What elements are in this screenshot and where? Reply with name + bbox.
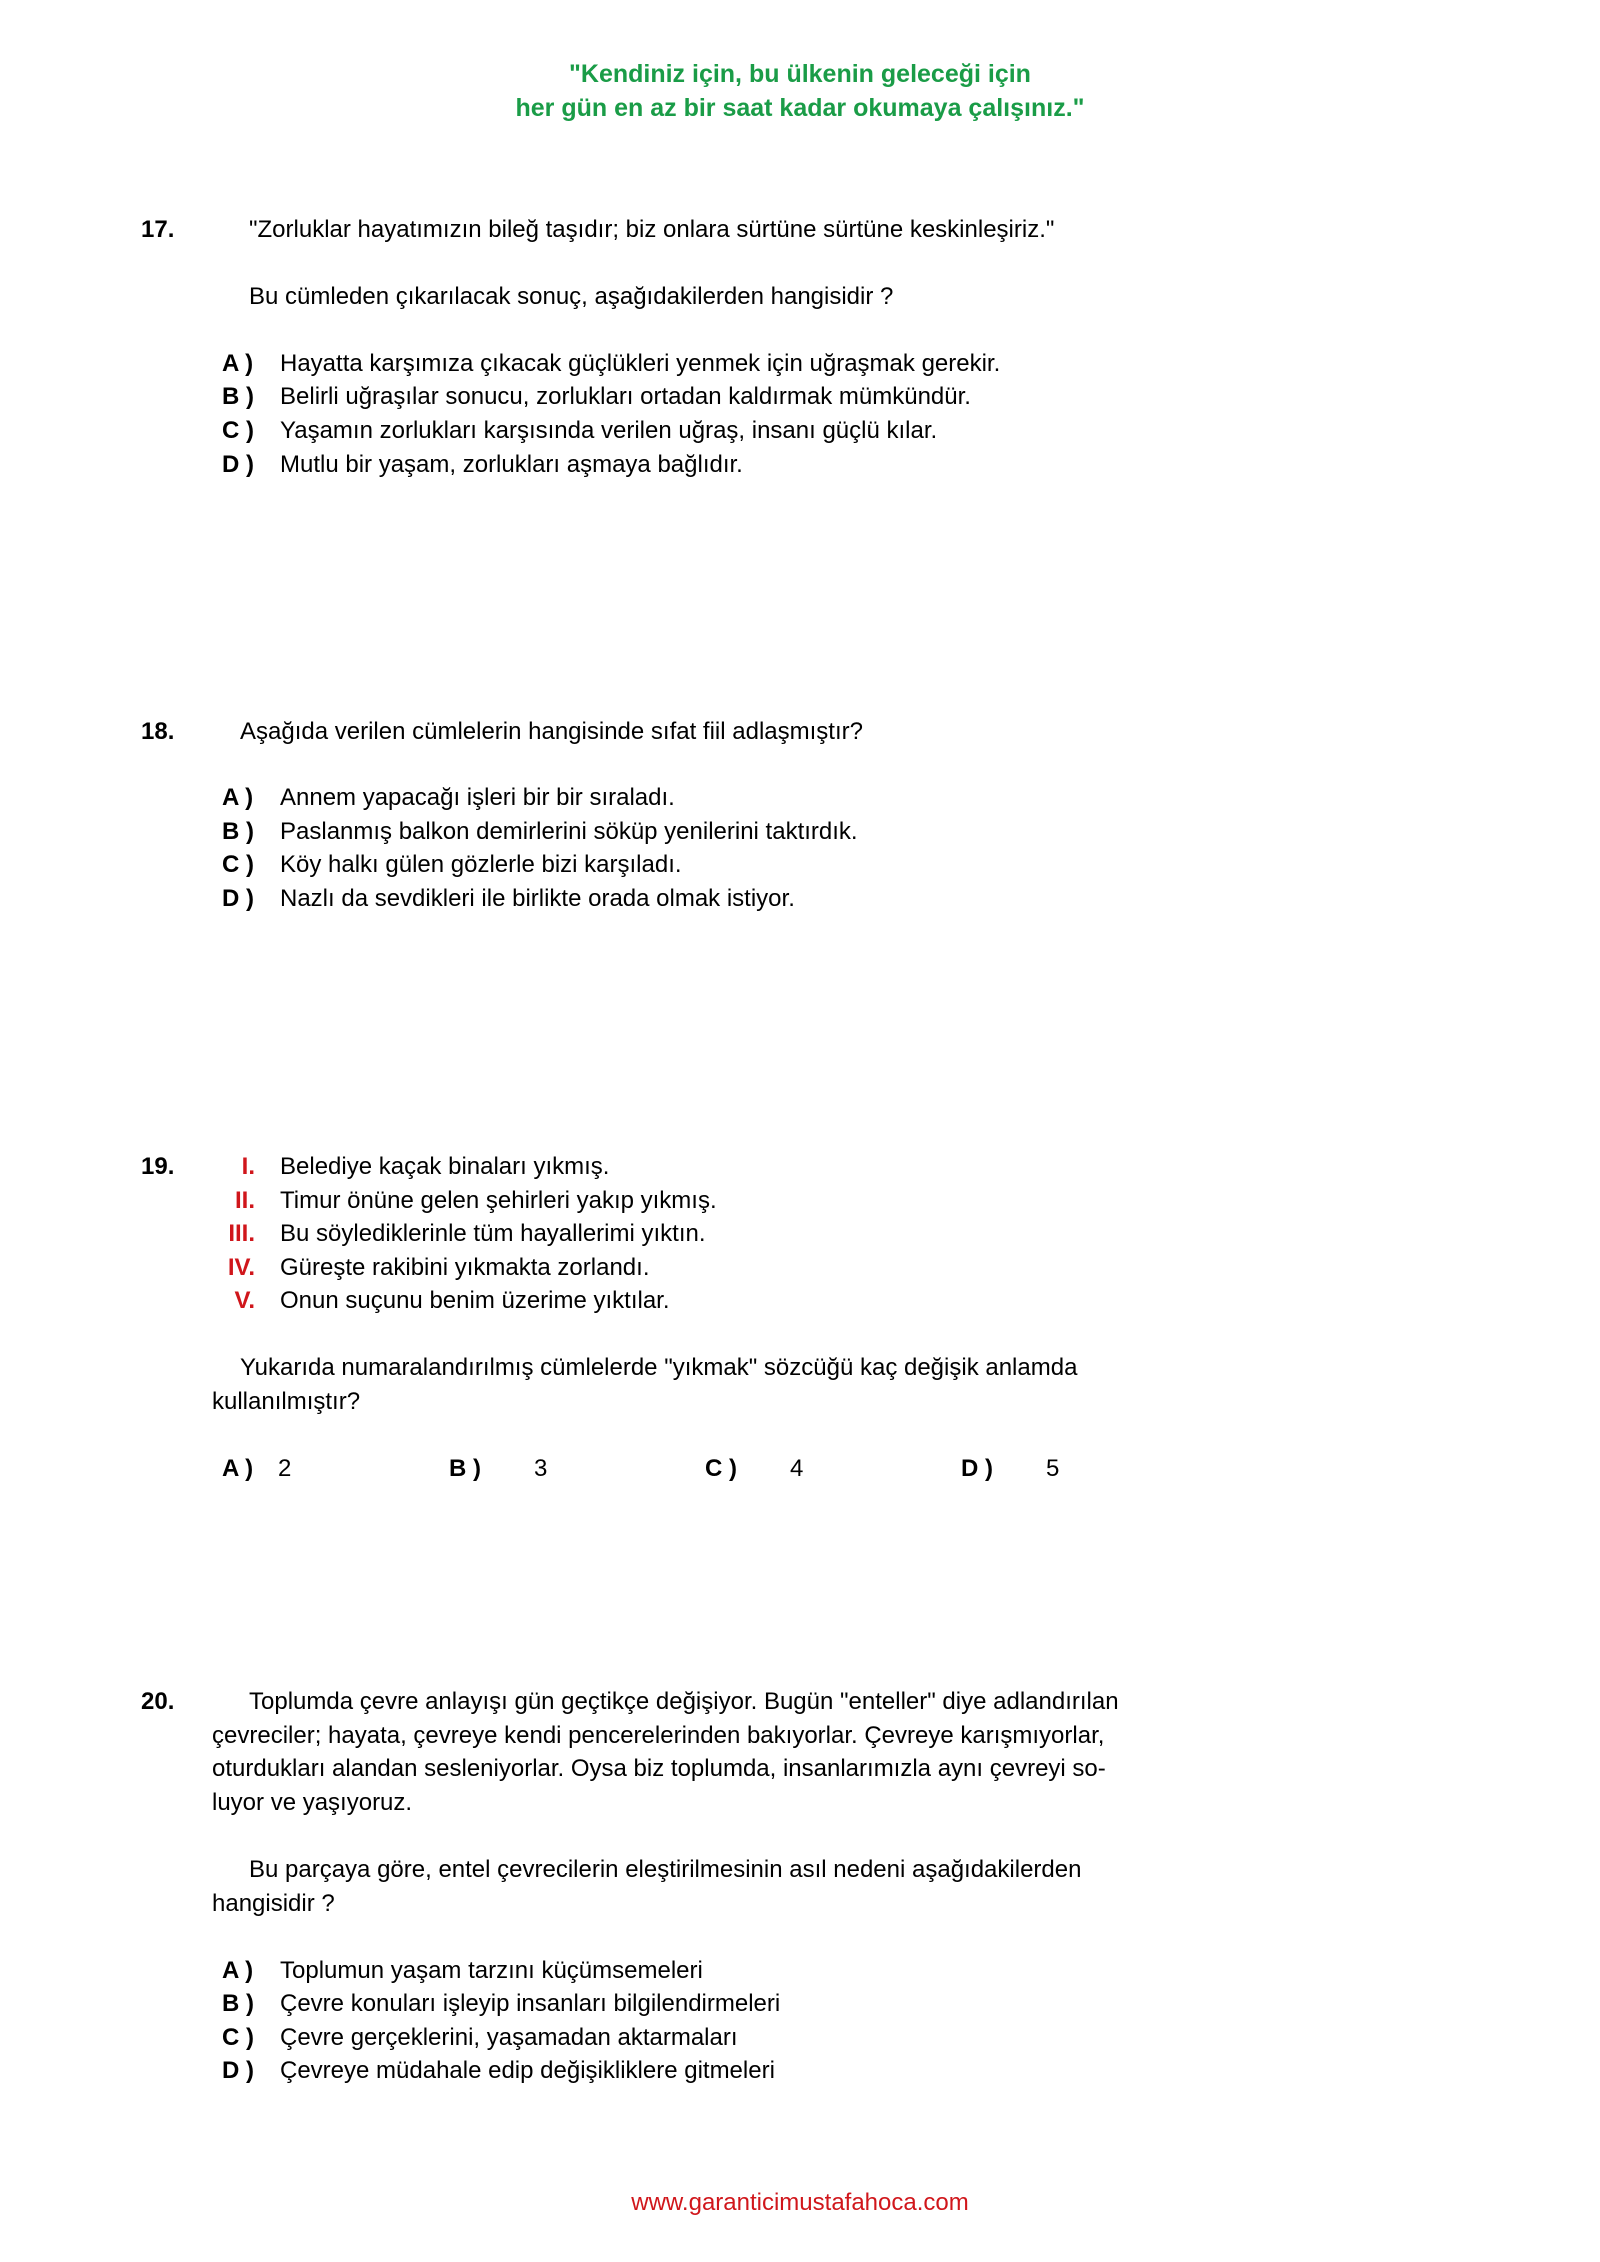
roman-numeral: I. <box>241 1153 255 1180</box>
passage-line: Toplumda çevre anlayışı gün geçtikçe değişiyor. Bugün "enteller" diye adlandırılan <box>249 1688 1119 1715</box>
question-prompt-line2: kullanılmıştır? <box>212 1388 361 1415</box>
option-letter-d[interactable]: D ) <box>222 885 254 912</box>
option-text-c[interactable]: Köy halkı gülen gözlerle bizi karşıladı. <box>280 851 682 878</box>
roman-numeral: II. <box>234 1187 255 1214</box>
option-text-b[interactable]: Paslanmış balkon demirlerini söküp yenilerini taktırdık. <box>280 818 858 845</box>
option-text-b[interactable]: 3 <box>534 1455 548 1482</box>
option-letter-d[interactable]: D ) <box>222 2057 254 2084</box>
option-text-c[interactable]: Çevre gerçeklerini, yaşamadan aktarmaları <box>280 2024 738 2051</box>
option-letter-b[interactable]: B ) <box>222 1990 254 2017</box>
passage-line: çevreciler; hayata, çevreye kendi pencerelerinden bakıyorlar. Çevreye karışmıyorlar, <box>212 1722 1105 1749</box>
option-letter-a[interactable]: A ) <box>222 1455 254 1482</box>
option-letter-a[interactable]: A ) <box>222 784 254 811</box>
option-text-d[interactable]: 5 <box>1046 1455 1060 1482</box>
question-number: 20. <box>141 1688 175 1715</box>
footer-website-link[interactable]: www.garanticimustafahoca.com <box>631 2189 969 2216</box>
question-prompt-line1: Bu parçaya göre, entel çevrecilerin eleştirilmesinin asıl nedeni aşağıdakilerden <box>249 1856 1082 1883</box>
option-letter-b[interactable]: B ) <box>449 1455 481 1482</box>
option-text-d[interactable]: Nazlı da sevdikleri ile birlikte orada olmak istiyor. <box>280 885 795 912</box>
option-text-d[interactable]: Çevreye müdahale edip değişikliklere gitmeleri <box>280 2057 775 2084</box>
option-letter-b[interactable]: B ) <box>222 818 254 845</box>
option-letter-a[interactable]: A ) <box>222 1957 254 1984</box>
option-text-a[interactable]: 2 <box>278 1455 292 1482</box>
header-quote-line1: "Kendiniz için, bu ülkenin geleceği için <box>569 60 1031 88</box>
passage-line: luyor ve yaşıyoruz. <box>212 1789 413 1816</box>
question-prompt-line2: hangisidir ? <box>212 1890 335 1917</box>
option-text-c[interactable]: Yaşamın zorlukları karşısında verilen uğraş, insanı güçlü kılar. <box>280 417 938 444</box>
numbered-sentence: Bu söylediklerinle tüm hayallerimi yıktın. <box>280 1220 706 1247</box>
question-quote: "Zorluklar hayatımızın bileğ taşıdır; biz onlara sürtüne sürtüne keskinleşiriz." <box>249 216 1055 243</box>
option-letter-c[interactable]: C ) <box>222 851 254 878</box>
question-prompt: Bu cümleden çıkarılacak sonuç, aşağıdakilerden hangisidir ? <box>249 283 894 310</box>
option-letter-c[interactable]: C ) <box>222 417 254 444</box>
numbered-sentence: Timur önüne gelen şehirleri yakıp yıkmış. <box>280 1187 717 1214</box>
option-letter-d[interactable]: D ) <box>961 1455 993 1482</box>
option-letter-c[interactable]: C ) <box>705 1455 737 1482</box>
question-number: 18. <box>141 718 175 745</box>
question-prompt-line1: Yukarıda numaralandırılmış cümlelerde "yıkmak" sözcüğü kaç değişik anlamda <box>240 1354 1078 1381</box>
option-text-c[interactable]: 4 <box>790 1455 804 1482</box>
option-letter-a[interactable]: A ) <box>222 350 254 377</box>
option-text-a[interactable]: Toplumun yaşam tarzını küçümsemeleri <box>280 1957 703 1984</box>
question-number: 17. <box>141 216 175 243</box>
roman-numeral: IV. <box>227 1254 255 1281</box>
numbered-sentence: Güreşte rakibini yıkmakta zorlandı. <box>280 1254 650 1281</box>
option-letter-d[interactable]: D ) <box>222 451 254 478</box>
option-text-d[interactable]: Mutlu bir yaşam, zorlukları aşmaya bağlıdır. <box>280 451 743 478</box>
roman-numeral: V. <box>234 1287 255 1314</box>
passage-line: oturdukları alandan sesleniyorlar. Oysa biz toplumda, insanlarımızla aynı çevreyi so- <box>212 1755 1106 1782</box>
option-text-b[interactable]: Çevre konuları işleyip insanları bilgilendirmeleri <box>280 1990 781 2017</box>
header-quote-line2: her gün en az bir saat kadar okumaya çalışınız." <box>515 94 1085 122</box>
option-letter-b[interactable]: B ) <box>222 383 254 410</box>
roman-numeral: III. <box>228 1220 255 1247</box>
numbered-sentence: Onun suçunu benim üzerime yıktılar. <box>280 1287 670 1314</box>
option-text-a[interactable]: Annem yapacağı işleri bir bir sıraladı. <box>280 784 675 811</box>
option-letter-c[interactable]: C ) <box>222 2024 254 2051</box>
option-text-a[interactable]: Hayatta karşımıza çıkacak güçlükleri yenmek için uğraşmak gerekir. <box>280 350 1001 377</box>
numbered-sentence: Belediye kaçak binaları yıkmış. <box>280 1153 610 1180</box>
question-prompt: Aşağıda verilen cümlelerin hangisinde sıfat fiil adlaşmıştır? <box>240 718 863 745</box>
question-number: 19. <box>141 1153 175 1180</box>
option-text-b[interactable]: Belirli uğraşılar sonucu, zorlukları ortadan kaldırmak mümkündür. <box>280 383 971 410</box>
